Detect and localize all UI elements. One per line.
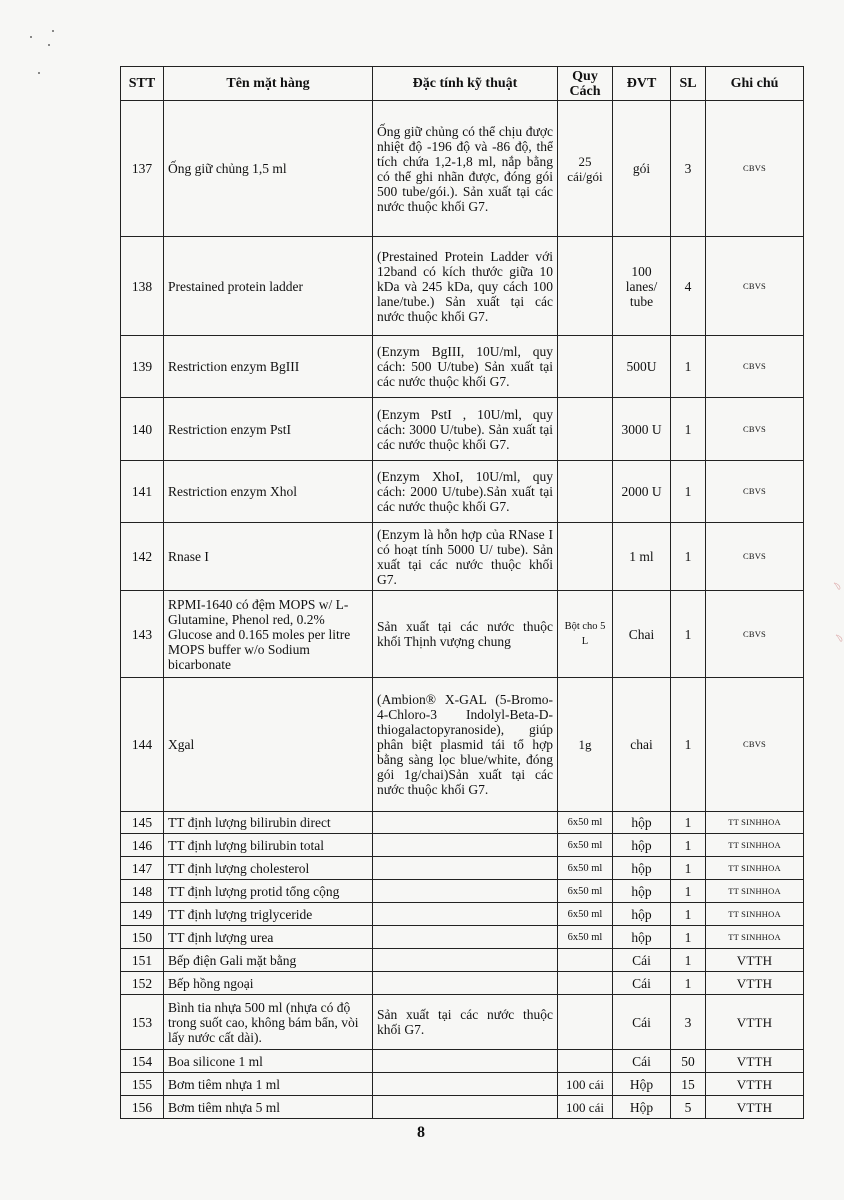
cell-stt: 156 xyxy=(121,1096,164,1119)
cell-spec: (Enzym XhoI, 10U/ml, quy cách: 2000 U/tube).Sản xuất tại các nước thuộc khối G7. xyxy=(373,461,558,523)
table-row xyxy=(121,461,804,523)
cell-note: TT SINHHOA xyxy=(706,812,804,834)
cell-name: TT định lượng bilirubin direct xyxy=(164,812,373,834)
scan-speck xyxy=(52,30,54,32)
cell-name: TT định lượng bilirubin total xyxy=(164,834,373,857)
cell-sl: 1 xyxy=(671,591,706,678)
cell-note: TT SINHHOA xyxy=(706,880,804,903)
cell-sl: 1 xyxy=(671,949,706,972)
cell-note: VTTH xyxy=(706,1050,804,1073)
cell-sl: 1 xyxy=(671,857,706,880)
cell-sl: 15 xyxy=(671,1073,706,1096)
table-row xyxy=(121,1096,804,1119)
cell-spec xyxy=(373,1096,558,1119)
cell-sl: 1 xyxy=(671,972,706,995)
cell-stt: 151 xyxy=(121,949,164,972)
table-row xyxy=(121,903,804,926)
header-qc xyxy=(558,67,613,101)
cell-spec xyxy=(373,903,558,926)
header-qc-line2: Cách xyxy=(569,83,601,99)
cell-stt: 142 xyxy=(121,523,164,591)
cell-note: CBVS xyxy=(706,237,804,336)
cell-dvt: Cái xyxy=(613,972,671,995)
cell-note: TT SINHHOA xyxy=(706,857,804,880)
cell-spec: Sản xuất tại các nước thuộc khối Thịnh vượng chung xyxy=(373,591,558,678)
table-row xyxy=(121,812,804,834)
header-sl: SL xyxy=(671,67,706,101)
margin-mark: ﹆ xyxy=(834,634,844,645)
cell-dvt: 500U xyxy=(613,336,671,398)
table-row xyxy=(121,237,804,336)
cell-name: Bếp điện Gali mặt bằng xyxy=(164,949,373,972)
cell-note: TT SINHHOA xyxy=(706,926,804,949)
table-row xyxy=(121,926,804,949)
cell-name: TT định lượng protid tổng cộng xyxy=(164,880,373,903)
cell-dvt: Hộp xyxy=(613,1096,671,1119)
table-row xyxy=(121,972,804,995)
cell-qc: 6x50 ml xyxy=(558,857,613,880)
cell-note: VTTH xyxy=(706,972,804,995)
cell-spec xyxy=(373,880,558,903)
cell-dvt: hộp xyxy=(613,903,671,926)
cell-name: RPMI-1640 có đệm MOPS w/ L-Glutamine, Phenol red, 0.2% Glucose and 0.165 moles per litre MOPS buffer w/o Sodium bicarbonate xyxy=(164,591,373,678)
cell-note: CBVS xyxy=(706,461,804,523)
cell-qc: 1g xyxy=(558,678,613,812)
cell-note: TT SINHHOA xyxy=(706,834,804,857)
cell-sl: 4 xyxy=(671,237,706,336)
cell-dvt: Cái xyxy=(613,949,671,972)
cell-qc xyxy=(558,523,613,591)
cell-name: Boa silicone 1 ml xyxy=(164,1050,373,1073)
cell-stt: 141 xyxy=(121,461,164,523)
cell-stt: 147 xyxy=(121,857,164,880)
cell-qc: 6x50 ml xyxy=(558,903,613,926)
cell-name: Restriction enzym PstI xyxy=(164,398,373,461)
cell-sl: 1 xyxy=(671,926,706,949)
cell-name: Restriction enzym BgIII xyxy=(164,336,373,398)
table-row xyxy=(121,591,804,678)
cell-stt: 140 xyxy=(121,398,164,461)
cell-dvt: 2000 U xyxy=(613,461,671,523)
table-row xyxy=(121,1073,804,1096)
cell-name: TT định lượng urea xyxy=(164,926,373,949)
cell-spec: (Prestained Protein Ladder với 12band có kích thước giữa 10 kDa và 245 kDa, quy cách 100 lane/tube.) Sản xuất tại các nước thuộc khối G7. xyxy=(373,237,558,336)
table-row xyxy=(121,678,804,812)
cell-sl: 1 xyxy=(671,880,706,903)
cell-stt: 155 xyxy=(121,1073,164,1096)
table-row xyxy=(121,398,804,461)
cell-sl: 1 xyxy=(671,812,706,834)
cell-spec: Ống giữ chủng có thể chịu được nhiệt độ -196 độ và -86 độ, thể tích chứa 1,2-1,8 ml, nắp bằng có thể ghi nhãn được, đóng gói 500 tube/gói.). Sản xuất tại các nước thuộc khối G7. xyxy=(373,101,558,237)
table-row xyxy=(121,523,804,591)
cell-name: Xgal xyxy=(164,678,373,812)
cell-dvt: 3000 U xyxy=(613,398,671,461)
cell-sl: 1 xyxy=(671,523,706,591)
cell-spec: (Enzym PstI , 10U/ml, quy cách: 3000 U/tube). Sản xuất tại các nước thuộc khối G7. xyxy=(373,398,558,461)
cell-name: Prestained protein ladder xyxy=(164,237,373,336)
cell-qc: 6x50 ml xyxy=(558,834,613,857)
cell-stt: 150 xyxy=(121,926,164,949)
cell-dvt: hộp xyxy=(613,812,671,834)
cell-name: Ống giữ chủng 1,5 ml xyxy=(164,101,373,237)
cell-stt: 146 xyxy=(121,834,164,857)
cell-stt: 149 xyxy=(121,903,164,926)
cell-stt: 137 xyxy=(121,101,164,237)
header-qc-line1: Quy xyxy=(572,68,598,84)
cell-dvt: Chai xyxy=(613,591,671,678)
cell-sl: 50 xyxy=(671,1050,706,1073)
cell-dvt: Cái xyxy=(613,995,671,1050)
cell-stt: 148 xyxy=(121,880,164,903)
cell-name: Bơm tiêm nhựa 5 ml xyxy=(164,1096,373,1119)
cell-sl: 1 xyxy=(671,678,706,812)
cell-qc xyxy=(558,995,613,1050)
cell-spec xyxy=(373,1073,558,1096)
cell-spec xyxy=(373,812,558,834)
table-row xyxy=(121,336,804,398)
cell-qc: 25 cái/gói xyxy=(558,101,613,237)
cell-spec xyxy=(373,926,558,949)
cell-dvt: Hộp xyxy=(613,1073,671,1096)
cell-stt: 138 xyxy=(121,237,164,336)
cell-name: Bếp hồng ngoại xyxy=(164,972,373,995)
table-row xyxy=(121,101,804,237)
cell-note: VTTH xyxy=(706,1096,804,1119)
cell-stt: 152 xyxy=(121,972,164,995)
header-note: Ghi chú xyxy=(706,67,804,101)
table-row xyxy=(121,857,804,880)
page-number: 8 xyxy=(417,1124,425,1141)
cell-qc xyxy=(558,972,613,995)
cell-spec xyxy=(373,857,558,880)
header-name: Tên mặt hàng xyxy=(164,67,373,101)
cell-sl: 3 xyxy=(671,101,706,237)
cell-sl: 3 xyxy=(671,995,706,1050)
cell-name: TT định lượng triglyceride xyxy=(164,903,373,926)
cell-sl: 1 xyxy=(671,834,706,857)
cell-stt: 143 xyxy=(121,591,164,678)
cell-dvt: hộp xyxy=(613,857,671,880)
cell-dvt: chai xyxy=(613,678,671,812)
cell-sl: 1 xyxy=(671,398,706,461)
header-stt: STT xyxy=(121,67,164,101)
cell-note: CBVS xyxy=(706,101,804,237)
cell-sl: 1 xyxy=(671,903,706,926)
table-row xyxy=(121,834,804,857)
cell-note: VTTH xyxy=(706,1073,804,1096)
table-header-row xyxy=(121,67,804,101)
table-row xyxy=(121,995,804,1050)
cell-dvt: gói xyxy=(613,101,671,237)
table-row xyxy=(121,880,804,903)
cell-name: TT định lượng cholesterol xyxy=(164,857,373,880)
cell-spec: (Enzym BgIII, 10U/ml, quy cách: 500 U/tube) Sản xuất tại các nước thuộc khối G7. xyxy=(373,336,558,398)
cell-qc xyxy=(558,949,613,972)
cell-note: CBVS xyxy=(706,336,804,398)
cell-qc xyxy=(558,336,613,398)
cell-dvt: 100 lanes/ tube xyxy=(613,237,671,336)
cell-qc xyxy=(558,237,613,336)
cell-dvt: hộp xyxy=(613,880,671,903)
cell-qc xyxy=(558,398,613,461)
cell-spec xyxy=(373,949,558,972)
cell-sl: 1 xyxy=(671,336,706,398)
header-dvt: ĐVT xyxy=(613,67,671,101)
cell-name: Restriction enzym Xhol xyxy=(164,461,373,523)
cell-qc: Bột cho 5 L xyxy=(558,591,613,678)
cell-spec xyxy=(373,1050,558,1073)
cell-note: CBVS xyxy=(706,591,804,678)
cell-sl: 5 xyxy=(671,1096,706,1119)
scan-speck xyxy=(38,72,40,74)
cell-dvt: hộp xyxy=(613,834,671,857)
table-row xyxy=(121,1050,804,1073)
cell-stt: 139 xyxy=(121,336,164,398)
cell-name: Bình tia nhựa 500 ml (nhựa có độ trong suốt cao, không bám bẩn, vòi lấy nước cất dài). xyxy=(164,995,373,1050)
cell-stt: 144 xyxy=(121,678,164,812)
margin-mark: ﹆ xyxy=(832,582,842,593)
cell-note: TT SINHHOA xyxy=(706,903,804,926)
cell-dvt: Cái xyxy=(613,1050,671,1073)
cell-qc: 6x50 ml xyxy=(558,880,613,903)
scan-speck xyxy=(30,36,32,38)
cell-spec xyxy=(373,834,558,857)
cell-qc: 100 cái xyxy=(558,1073,613,1096)
cell-stt: 145 xyxy=(121,812,164,834)
table-row xyxy=(121,949,804,972)
cell-spec xyxy=(373,972,558,995)
cell-note: VTTH xyxy=(706,995,804,1050)
cell-qc: 6x50 ml xyxy=(558,926,613,949)
cell-spec: (Enzym là hỗn hợp của RNase I có hoạt tính 5000 U/ tube). Sản xuất tại các nước thuộc khối G7. xyxy=(373,523,558,591)
cell-qc: 100 cái xyxy=(558,1096,613,1119)
cell-spec: (Ambion® X-GAL (5-Bromo-4-Chloro-3 Indolyl-Beta-D-thiogalactopyranoside), giúp phân biệt plasmid tái tổ hợp bằng sàng lọc blue/white, đóng gói 1g/chai)Sản xuất tại các nước thuộc khối G7. xyxy=(373,678,558,812)
cell-spec: Sản xuất tại các nước thuộc khối G7. xyxy=(373,995,558,1050)
scan-speck xyxy=(48,44,50,46)
cell-stt: 153 xyxy=(121,995,164,1050)
cell-dvt: hộp xyxy=(613,926,671,949)
header-spec: Đặc tính kỹ thuật xyxy=(373,67,558,101)
cell-qc xyxy=(558,1050,613,1073)
cell-stt: 154 xyxy=(121,1050,164,1073)
cell-note: CBVS xyxy=(706,398,804,461)
cell-note: CBVS xyxy=(706,678,804,812)
cell-name: Bơm tiêm nhựa 1 ml xyxy=(164,1073,373,1096)
cell-qc: 6x50 ml xyxy=(558,812,613,834)
cell-note: VTTH xyxy=(706,949,804,972)
cell-sl: 1 xyxy=(671,461,706,523)
cell-dvt: 1 ml xyxy=(613,523,671,591)
cell-name: Rnase I xyxy=(164,523,373,591)
cell-note: CBVS xyxy=(706,523,804,591)
items-table xyxy=(120,66,804,1119)
cell-qc xyxy=(558,461,613,523)
